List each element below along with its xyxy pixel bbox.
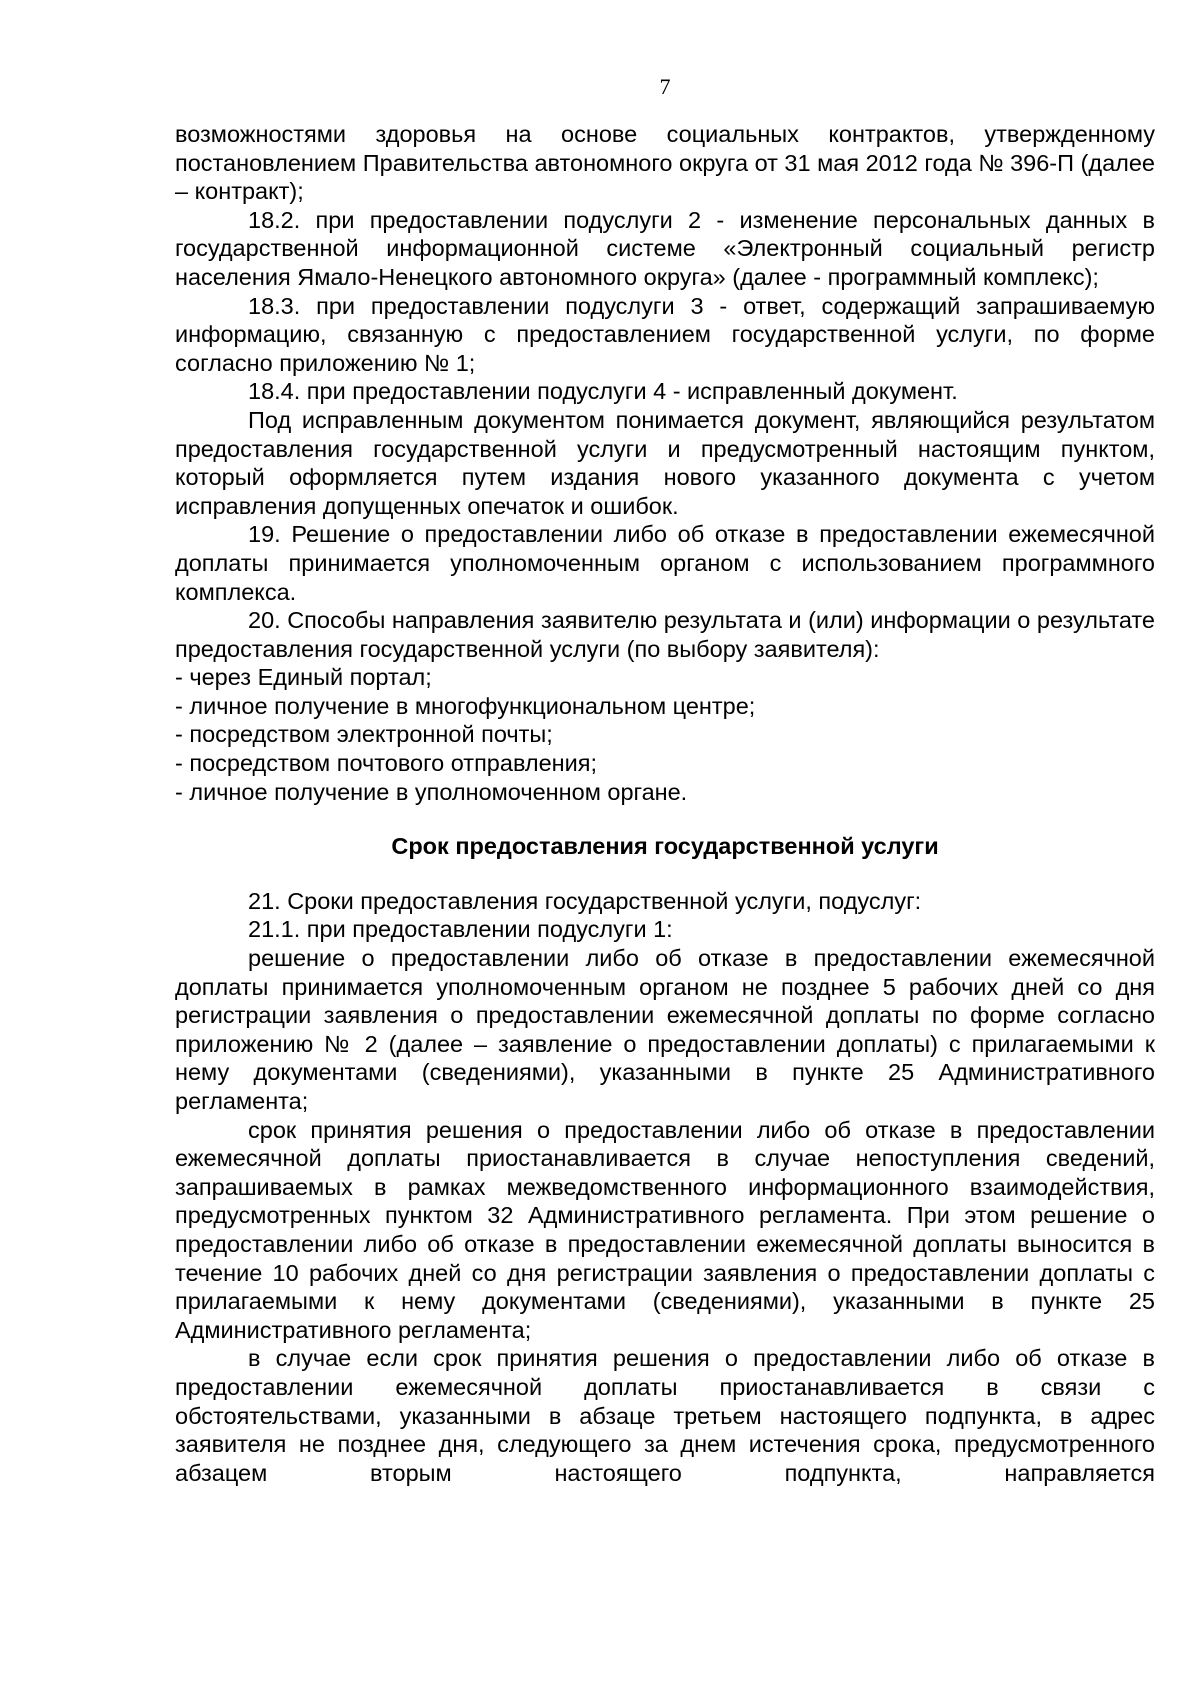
list-item: - через Единый портал; xyxy=(175,664,432,691)
paragraph-notification: в случае если срок принятия решения о предоставлении либо об отказе в предоставлении ежемесячной доплаты приостанавливается в связи с обстоятельствами, указанными в абзаце третьем настоящего подпункта, в адрес заявителя не позднее дня, следующего за днем истечения срока, предусмотренного абзацем вторым настоящего подпункта, направляется xyxy=(175,1345,1155,1486)
paragraph-suspension: срок принятия решения о предоставлении либо об отказе в предоставлении ежемесячной доплаты приостанавливается в случае непоступления сведений, запрашиваемых в рамках межведомственного информационного взаимодействия, предусмотренных пунктом 32 Административного регламента. При этом решение о предоставлении либо об отказе в предоставлении ежемесячной доплаты выносится в течение 10 рабочих дней со дня регистрации заявления о предоставлении доплаты с прилагаемыми к нему документами (сведениями), указанными в пункте 25 Административного регламента; xyxy=(175,1116,1155,1343)
paragraph-18-4: 18.4. при предоставлении подуслуги 4 - исправленный документ. xyxy=(248,378,958,405)
paragraph-21-1: 21.1. при предоставлении подуслуги 1: xyxy=(248,916,673,943)
paragraph-20: 20. Способы направления заявителю результата и (или) информации о результате предоставления государственной услуги (по выбору заявителя): xyxy=(175,607,1155,662)
paragraph-contract-continuation: возможностями здоровья на основе социальных контрактов, утвержденному постановлением Правительства автономного округа от 31 мая 2012 года № 396-П (далее – контракт); xyxy=(175,121,1155,205)
document-body xyxy=(175,120,1155,1487)
delivery-methods-list xyxy=(175,663,1155,806)
paragraph-decision-deadline: решение о предоставлении либо об отказе в предоставлении ежемесячной доплаты принимается уполномоченным органом не позднее 5 рабочих дней со дня регистрации заявления о предоставлении ежемесячной доплаты по форме согласно приложению № 2 (далее – заявление о предоставлении доплаты) с прилагаемыми к нему документами (сведениями), указанными в пункте 25 Административного регламента; xyxy=(175,945,1155,1114)
list-item: - личное получение в многофункциональном центре; xyxy=(175,692,756,719)
paragraph-21: 21. Сроки предоставления государственной услуги, подуслуг: xyxy=(248,887,922,914)
page-number: 7 xyxy=(659,74,671,99)
list-item: - личное получение в уполномоченном органе. xyxy=(175,778,688,805)
paragraph-corrected-document: Под исправленным документом понимается документ, являющийся результатом предоставления государственной услуги и предусмотренный настоящим пунктом, который оформляется путем издания нового указанного документа с учетом исправления допущенных опечаток и ошибок. xyxy=(175,406,1155,519)
section-heading: Срок предоставления государственной услуги xyxy=(391,833,939,860)
list-item: - посредством почтового отправления; xyxy=(175,750,598,777)
paragraph-18-2: 18.2. при предоставлении подуслуги 2 - изменение персональных данных в государственной информационной системе «Электронный социальный регистр населения Ямало-Ненецкого автономного округа» (далее - программный комплекс); xyxy=(175,206,1155,290)
list-item: - посредством электронной почты; xyxy=(175,721,553,748)
paragraph-18-3: 18.3. при предоставлении подуслуги 3 - ответ, содержащий запрашиваемую информацию, связанную с предоставлением государственной услуги, по форме согласно приложению № 1; xyxy=(175,292,1155,376)
paragraph-19: 19. Решение о предоставлении либо об отказе в предоставлении ежемесячной доплаты принимается уполномоченным органом с использованием программного комплекса. xyxy=(175,521,1155,605)
